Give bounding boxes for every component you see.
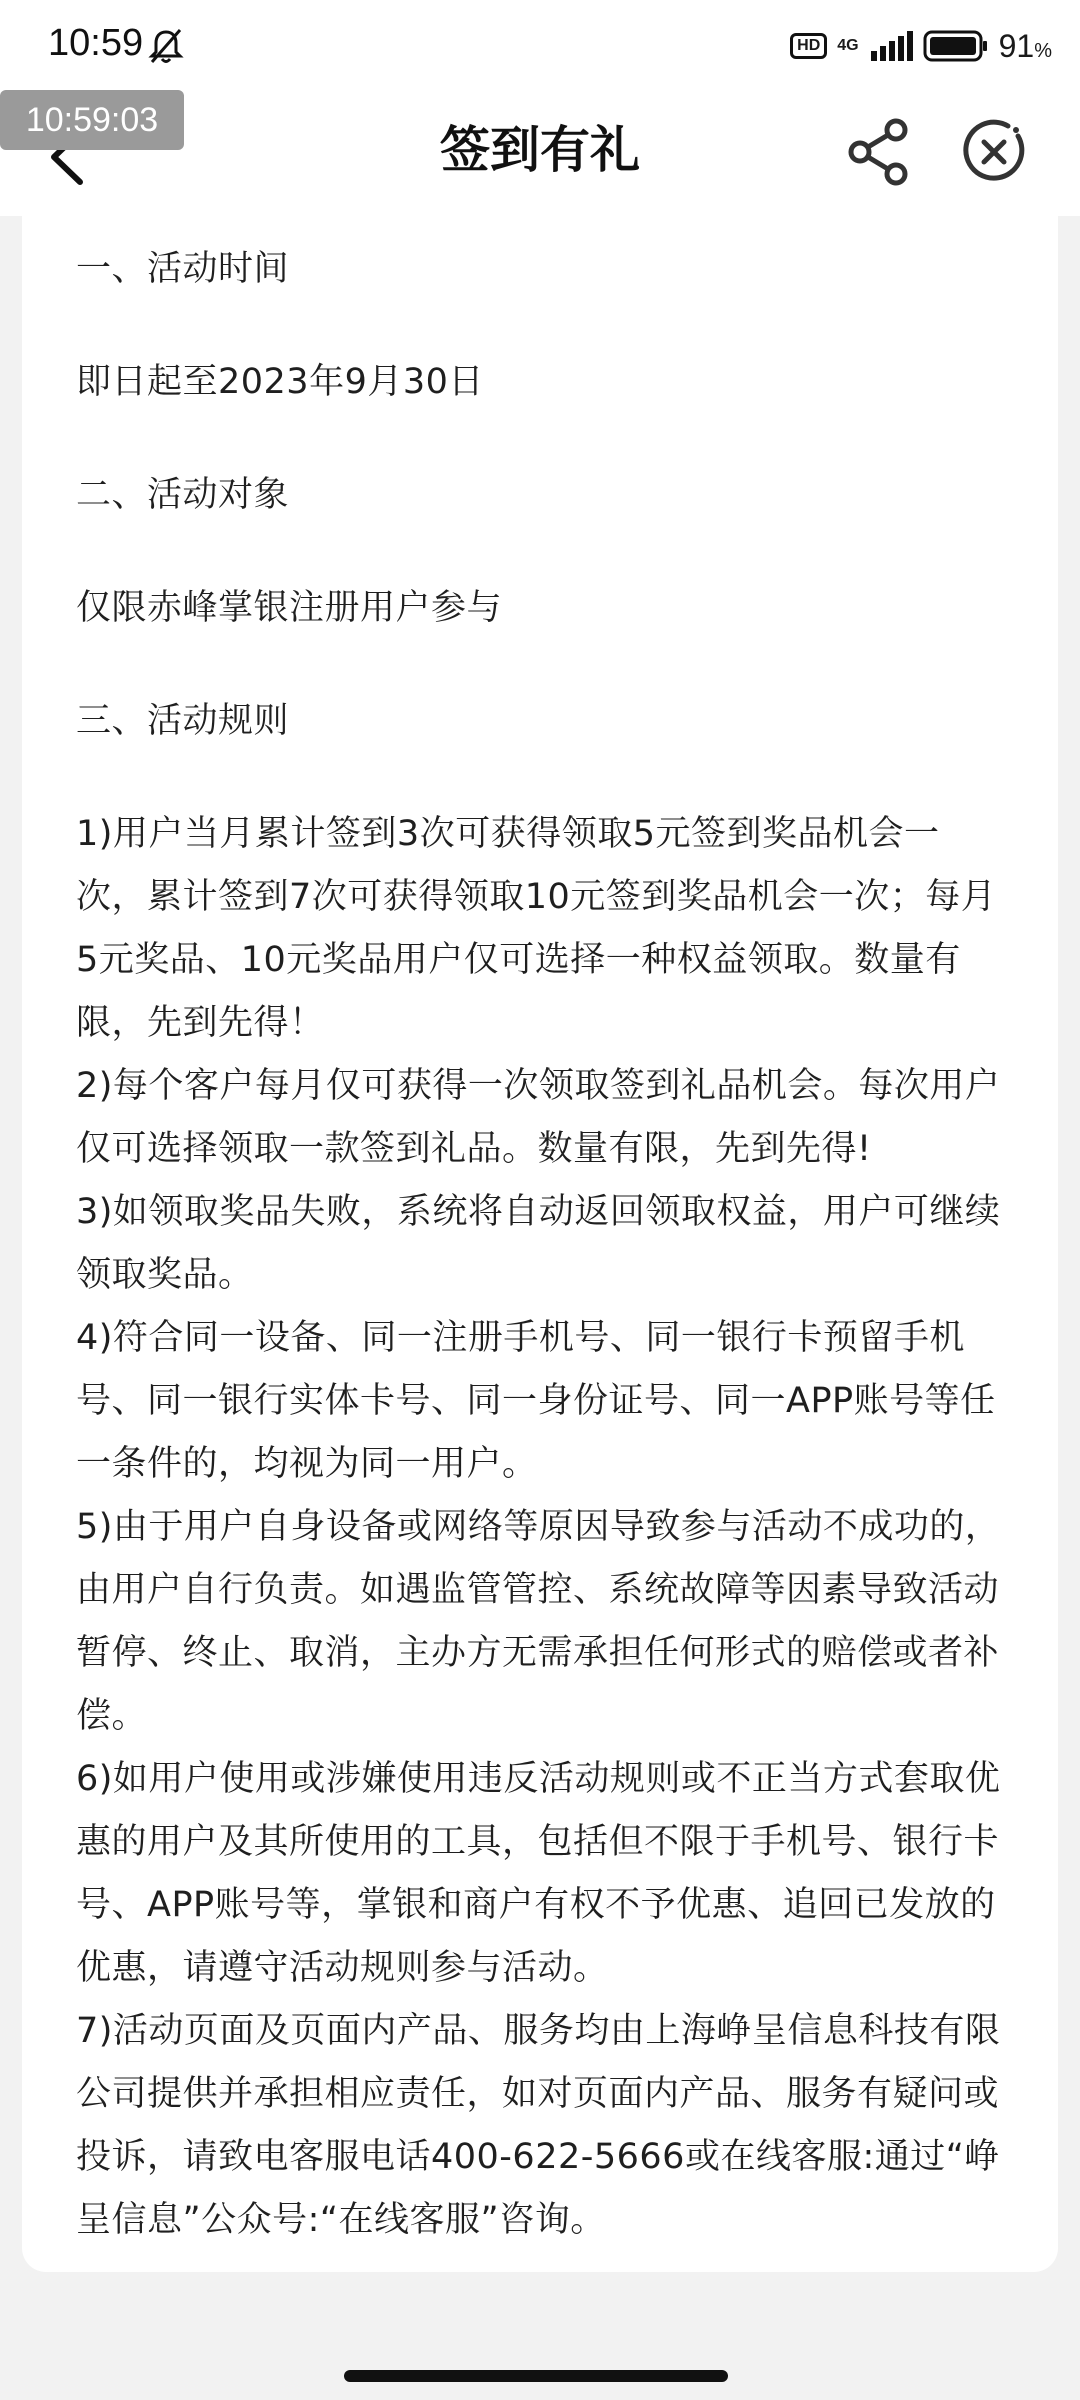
rule-item-1: 1)用户当月累计签到3次可获得领取5元签到奖品机会一次，累计签到7次可获得领取10元签到奖品机会一次；每月5元奖品、10元奖品用户仅可选择一种权益领取。数量有限，先到先得！ xyxy=(76,814,997,1043)
close-miniapp-icon[interactable] xyxy=(958,116,1030,188)
battery-percent xyxy=(999,28,1052,65)
network-type: 4G xyxy=(837,37,859,54)
battery-percent-unit: % xyxy=(1034,39,1052,62)
battery-icon xyxy=(923,30,989,62)
rules-list xyxy=(76,803,1004,2252)
home-indicator[interactable] xyxy=(344,2370,728,2382)
rule-item-7: 7)活动页面及页面内产品、服务均由上海峥呈信息科技有限公司提供并承担相应责任，如对页面内产品、服务有疑问或投诉，请致电客服电话400-622-5666或在线客服:通过“峥呈信息”公众号:“在线客服”咨询。 xyxy=(76,2011,1001,2240)
status-bar xyxy=(0,0,1080,96)
page-title: 签到有礼 xyxy=(440,121,640,179)
status-indicators xyxy=(790,26,1052,66)
rule-item-2: 2)每个客户每月仅可获得一次领取签到礼品机会。每次用户仅可选择领取一款签到礼品。数量有限，先到先得! xyxy=(76,1066,1001,1169)
rule-item-6: 6)如用户使用或涉嫌使用违反活动规则或不正当方式套取优惠的用户及其所使用的工具，包括但不限于手机号、银行卡号、APP账号等，掌银和商户有权不予优惠、追回已发放的优惠，请遵守活动规则参与活动。 xyxy=(76,1759,1001,1988)
rule-item-5: 5)由于用户自身设备或网络等原因导致参与活动不成功的，由用户自行负责。如遇监管管控、系统故障等因素导致活动暂停、终止、取消，主办方无需承担任何形式的赔偿或者补偿。 xyxy=(76,1507,1001,1736)
rules-card xyxy=(22,216,1058,2272)
signal-icon xyxy=(869,31,913,61)
bell-off-icon xyxy=(148,26,184,66)
section-heading-rules: 三、活动规则 xyxy=(76,701,290,741)
hd-badge: HD xyxy=(790,33,827,59)
section-body-time: 即日起至2023年9月30日 xyxy=(76,362,484,402)
rule-item-3: 3)如领取奖品失败，系统将自动返回领取权益，用户可继续领取奖品。 xyxy=(76,1192,1001,1295)
section-body-target: 仅限赤峰掌银注册用户参与 xyxy=(76,588,503,628)
section-heading-time: 一、活动时间 xyxy=(76,249,290,289)
section-heading-target: 二、活动对象 xyxy=(76,475,290,515)
status-time: 10:59 xyxy=(48,22,144,64)
rule-item-4: 4)符合同一设备、同一注册手机号、同一银行卡预留手机号、同一银行实体卡号、同一身份证号、同一APP账号等任一条件的，均视为同一用户。 xyxy=(76,1318,996,1484)
share-icon[interactable] xyxy=(846,116,912,188)
screenshot-timestamp: 10:59:03 xyxy=(0,90,184,150)
battery-percent-value: 91 xyxy=(998,27,1035,64)
